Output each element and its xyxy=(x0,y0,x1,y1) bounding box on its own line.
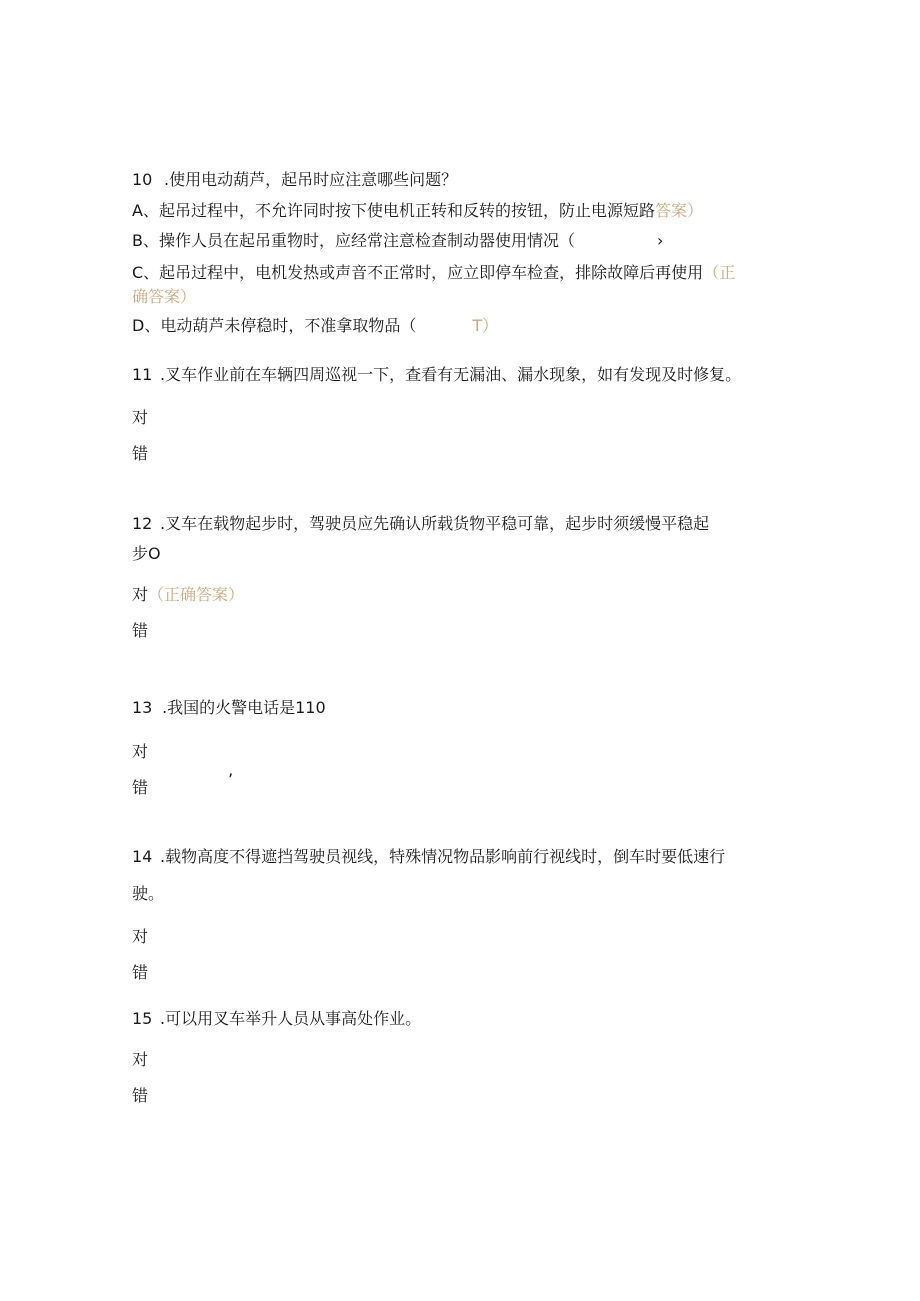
q13-option-false-label: 错 xyxy=(132,778,149,797)
q11-option-false[interactable]: 错 xyxy=(132,444,149,463)
q15-option-true[interactable]: 对 xyxy=(132,1050,149,1069)
q10-option-a-answer: 答案） xyxy=(654,201,703,220)
q11-text: .叉车作业前在车辆四周巡视一下，查看有无漏油、漏水现象，如有发现及时修复。 xyxy=(160,365,742,384)
q11-option-true[interactable]: 对 xyxy=(132,408,149,427)
q10-option-c xyxy=(132,262,735,284)
q11-title xyxy=(132,364,741,386)
q10-option-d-text: D、电动葫芦未停稳时，不准拿取物品（ xyxy=(132,316,417,335)
q12-option-false[interactable]: 错 xyxy=(132,621,149,640)
q15-text: .可以用叉车举升人员从事高处作业。 xyxy=(160,1009,422,1028)
q14-option-false[interactable]: 错 xyxy=(132,963,149,982)
q14-option-true[interactable]: 对 xyxy=(132,927,149,946)
q12-option-true-answer: （正确答案） xyxy=(148,585,245,604)
q13-option-false[interactable] xyxy=(132,770,234,799)
q10-option-d-answer: T） xyxy=(472,316,499,335)
q11-number: 11 xyxy=(132,365,153,384)
q10-option-a-text: A、起吊过程中，不允许同时按下使电机正转和反转的按钮，防止电源短路 xyxy=(132,201,655,220)
q10-option-c-answer-a: （正 xyxy=(703,263,736,282)
q12-option-true[interactable] xyxy=(132,584,244,606)
q14-number: 14 xyxy=(132,847,153,866)
q10-option-b-close: › xyxy=(656,231,664,250)
q10-option-b xyxy=(132,230,663,252)
q15-option-false[interactable]: 错 xyxy=(132,1086,149,1105)
q10-text: .使用电动葫芦，起吊时应注意哪些问题？ xyxy=(164,170,458,189)
q12-text: .叉车在载物起步时，驾驶员应先确认所载货物平稳可靠，起步时须缓慢平稳起 xyxy=(160,514,710,533)
q12-number: 12 xyxy=(132,514,153,533)
q10-option-d xyxy=(132,315,498,337)
q14-text-cont: 驶。 xyxy=(132,884,165,903)
q13-title xyxy=(132,697,326,719)
q10-number: 10 xyxy=(132,170,153,189)
q12-title xyxy=(132,513,709,535)
q12-text-cont: 步O xyxy=(132,544,161,563)
q10-title xyxy=(132,169,457,191)
q15-number: 15 xyxy=(132,1009,153,1028)
q10-option-b-text: B、操作人员在起吊重物时，应经常注意检查制动器使用情况（ xyxy=(132,231,575,250)
q13-number: 13 xyxy=(132,698,153,717)
q14-title xyxy=(132,846,725,868)
q15-title xyxy=(132,1008,421,1030)
q12-option-true-label: 对 xyxy=(132,585,149,604)
q13-mark: ’ xyxy=(228,770,234,789)
q14-text: .载物高度不得遮挡驾驶员视线，特殊情况物品影响前行视线时，倒车时要低速行 xyxy=(160,847,726,866)
q13-text: .我国的火警电话是110 xyxy=(162,698,326,717)
q10-option-c-answer-b: 确答案） xyxy=(132,287,197,306)
q10-option-c-text: C、起吊过程中，电机发热或声音不正常时，应立即停车检查，排除故障后再使用 xyxy=(132,263,704,282)
q10-option-a xyxy=(132,200,703,222)
q13-option-true[interactable]: 对 xyxy=(132,742,149,761)
